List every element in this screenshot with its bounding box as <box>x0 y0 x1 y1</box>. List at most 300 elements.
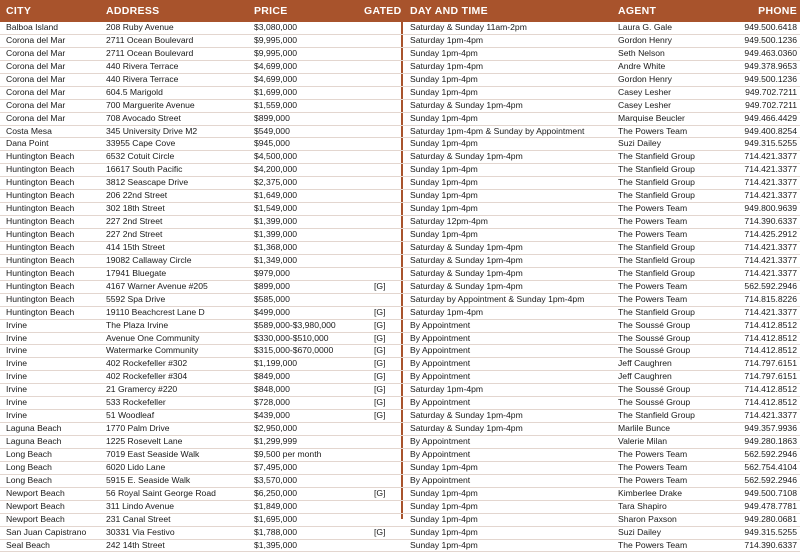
cell-city: Huntington Beach <box>6 203 74 215</box>
table-row <box>0 268 800 281</box>
cell-address: 19082 Callaway Circle <box>106 255 192 267</box>
cell-agent: The Powers Team <box>618 475 687 487</box>
table-row <box>0 22 800 35</box>
cell-day-time: Saturday 1pm-4pm <box>410 61 483 73</box>
cell-agent: Kimberlee Drake <box>618 488 682 500</box>
cell-phone: 714.425.2912 <box>744 229 797 241</box>
cell-phone: 949.500.1236 <box>744 74 797 86</box>
cell-price: $1,299,999 <box>254 436 297 448</box>
cell-gated: [G] <box>374 333 385 345</box>
cell-address: 242 14th Street <box>106 540 165 552</box>
cell-price: $1,199,000 <box>254 358 297 370</box>
cell-city: Irvine <box>6 397 27 409</box>
table-row <box>0 540 800 552</box>
cell-phone: 714.797.6151 <box>744 358 797 370</box>
cell-price: $2,950,000 <box>254 423 297 435</box>
cell-day-time: Saturday & Sunday 1pm-4pm <box>410 242 523 254</box>
cell-address: Watermarke Community <box>106 345 198 357</box>
cell-day-time: Sunday 1pm-4pm <box>410 527 478 539</box>
cell-day-time: Saturday & Sunday 1pm-4pm <box>410 268 523 280</box>
cell-day-time: Sunday 1pm-4pm <box>410 177 478 189</box>
cell-phone: 949.400.8254 <box>744 126 797 138</box>
cell-city: Irvine <box>6 371 27 383</box>
table-row <box>0 436 800 449</box>
cell-price: $1,399,000 <box>254 216 297 228</box>
cell-day-time: By Appointment <box>410 436 470 448</box>
cell-price: $585,000 <box>254 294 290 306</box>
cell-city: Corona del Mar <box>6 61 65 73</box>
cell-day-time: By Appointment <box>410 371 470 383</box>
cell-day-time: Sunday 1pm-4pm <box>410 48 478 60</box>
cell-agent: Jeff Caughren <box>618 358 672 370</box>
cell-city: Huntington Beach <box>6 164 74 176</box>
cell-city: Huntington Beach <box>6 190 74 202</box>
cell-price: $1,695,000 <box>254 514 297 526</box>
cell-price: $1,349,000 <box>254 255 297 267</box>
table-row <box>0 281 800 294</box>
cell-agent: Seth Nelson <box>618 48 665 60</box>
header-day-time: DAY AND TIME <box>410 5 488 17</box>
cell-agent: The Stanfield Group <box>618 307 695 319</box>
cell-phone: 714.421.3377 <box>744 410 797 422</box>
cell-phone: 949.500.7108 <box>744 488 797 500</box>
cell-address: 5915 E. Seaside Walk <box>106 475 190 487</box>
cell-price: $4,200,000 <box>254 164 297 176</box>
cell-city: Seal Beach <box>6 540 50 552</box>
cell-city: Laguna Beach <box>6 436 61 448</box>
cell-price: $7,495,000 <box>254 462 297 474</box>
cell-gated: [G] <box>374 358 385 370</box>
cell-price: $899,000 <box>254 113 290 125</box>
cell-phone: 949.280.1863 <box>744 436 797 448</box>
table-row <box>0 333 800 346</box>
cell-city: Huntington Beach <box>6 255 74 267</box>
cell-agent: The Soussé Group <box>618 333 690 345</box>
cell-day-time: Saturday 1pm-4pm <box>410 384 483 396</box>
cell-city: Huntington Beach <box>6 151 74 163</box>
cell-city: Huntington Beach <box>6 229 74 241</box>
cell-phone: 949.315.5255 <box>744 138 797 150</box>
cell-city: Huntington Beach <box>6 242 74 254</box>
cell-city: San Juan Capistrano <box>6 527 86 539</box>
cell-address: The Plaza Irvine <box>106 320 168 332</box>
table-row <box>0 449 800 462</box>
cell-address: 56 Royal Saint George Road <box>106 488 216 500</box>
cell-agent: Casey Lesher <box>618 100 671 112</box>
cell-phone: 714.421.3377 <box>744 242 797 254</box>
cell-phone: 949.378.9653 <box>744 61 797 73</box>
cell-phone: 714.412.8512 <box>744 384 797 396</box>
cell-agent: Gordon Henry <box>618 74 672 86</box>
cell-price: $848,000 <box>254 384 290 396</box>
cell-agent: The Stanfield Group <box>618 255 695 267</box>
cell-day-time: By Appointment <box>410 397 470 409</box>
cell-address: 700 Marguerite Avenue <box>106 100 195 112</box>
cell-agent: The Stanfield Group <box>618 190 695 202</box>
cell-gated: [G] <box>374 384 385 396</box>
cell-phone: 562.592.2946 <box>744 281 797 293</box>
cell-phone: 714.815.8226 <box>744 294 797 306</box>
table-row <box>0 87 800 100</box>
cell-agent: Marquise Beucler <box>618 113 685 125</box>
cell-day-time: Sunday 1pm-4pm <box>410 462 478 474</box>
table-row <box>0 164 800 177</box>
cell-address: 3812 Seascape Drive <box>106 177 188 189</box>
cell-address: 6020 Lido Lane <box>106 462 165 474</box>
cell-price: $9,995,000 <box>254 48 297 60</box>
cell-city: Huntington Beach <box>6 307 74 319</box>
cell-agent: The Soussé Group <box>618 320 690 332</box>
cell-gated: [G] <box>374 371 385 383</box>
cell-city: Irvine <box>6 333 27 345</box>
cell-city: Corona del Mar <box>6 48 65 60</box>
cell-phone: 949.315.5255 <box>744 527 797 539</box>
cell-gated: [G] <box>374 281 385 293</box>
cell-day-time: By Appointment <box>410 449 470 461</box>
cell-day-time: Saturday & Sunday 1pm-4pm <box>410 151 523 163</box>
listings-table-body <box>0 22 800 552</box>
table-row <box>0 397 800 410</box>
cell-gated: [G] <box>374 397 385 409</box>
cell-phone: 949.357.9936 <box>744 423 797 435</box>
cell-agent: Tara Shapiro <box>618 501 667 513</box>
cell-price: $330,000-$510,000 <box>254 333 329 345</box>
cell-city: Corona del Mar <box>6 100 65 112</box>
cell-day-time: Saturday & Sunday 1pm-4pm <box>410 255 523 267</box>
cell-price: $728,000 <box>254 397 290 409</box>
cell-address: 7019 East Seaside Walk <box>106 449 199 461</box>
cell-agent: The Powers Team <box>618 449 687 461</box>
cell-agent: Marlile Bunce <box>618 423 670 435</box>
table-row <box>0 488 800 501</box>
cell-city: Long Beach <box>6 449 52 461</box>
table-row <box>0 358 800 371</box>
table-row <box>0 48 800 61</box>
table-row <box>0 216 800 229</box>
cell-address: 708 Avocado Street <box>106 113 181 125</box>
cell-agent: The Powers Team <box>618 126 687 138</box>
cell-agent: The Soussé Group <box>618 397 690 409</box>
cell-agent: Gordon Henry <box>618 35 672 47</box>
cell-price: $1,699,000 <box>254 87 297 99</box>
cell-day-time: Saturday 1pm-4pm & Sunday by Appointment <box>410 126 584 138</box>
cell-day-time: Saturday 12pm-4pm <box>410 216 488 228</box>
cell-address: 533 Rockefeller <box>106 397 166 409</box>
cell-agent: Valerie Milan <box>618 436 667 448</box>
cell-price: $1,559,000 <box>254 100 297 112</box>
cell-day-time: By Appointment <box>410 475 470 487</box>
cell-city: Newport Beach <box>6 501 65 513</box>
cell-address: 51 Woodleaf <box>106 410 154 422</box>
cell-agent: The Stanfield Group <box>618 242 695 254</box>
cell-price: $1,399,000 <box>254 229 297 241</box>
table-header <box>0 0 800 22</box>
cell-day-time: Sunday 1pm-4pm <box>410 190 478 202</box>
cell-phone: 714.421.3377 <box>744 151 797 163</box>
cell-city: Irvine <box>6 345 27 357</box>
cell-phone: 714.412.8512 <box>744 397 797 409</box>
cell-price: $979,000 <box>254 268 290 280</box>
cell-price: $3,080,000 <box>254 22 297 34</box>
cell-price: $439,000 <box>254 410 290 422</box>
cell-city: Irvine <box>6 384 27 396</box>
cell-city: Irvine <box>6 320 27 332</box>
cell-price: $549,000 <box>254 126 290 138</box>
table-row <box>0 229 800 242</box>
cell-day-time: Sunday 1pm-4pm <box>410 138 478 150</box>
cell-address: 402 Rockefeller #304 <box>106 371 187 383</box>
cell-day-time: By Appointment <box>410 358 470 370</box>
cell-phone: 714.412.8512 <box>744 320 797 332</box>
cell-address: 6532 Cotuit Circle <box>106 151 174 163</box>
cell-city: Dana Point <box>6 138 49 150</box>
cell-address: Avenue One Community <box>106 333 199 345</box>
cell-agent: The Powers Team <box>618 540 687 552</box>
header-gated: GATED <box>364 5 401 17</box>
cell-price: $499,000 <box>254 307 290 319</box>
cell-address: 302 18th Street <box>106 203 165 215</box>
cell-phone: 949.702.7211 <box>745 87 797 99</box>
cell-phone: 949.463.0360 <box>744 48 797 60</box>
cell-address: 33955 Cape Cove <box>106 138 175 150</box>
cell-address: 16617 South Pacific <box>106 164 182 176</box>
cell-price: $4,699,000 <box>254 74 297 86</box>
table-row <box>0 61 800 74</box>
cell-day-time: Sunday 1pm-4pm <box>410 501 478 513</box>
table-row <box>0 35 800 48</box>
cell-price: $1,395,000 <box>254 540 297 552</box>
cell-day-time: Saturday 1pm-4pm <box>410 307 483 319</box>
cell-address: 402 Rockefeller #302 <box>106 358 187 370</box>
cell-city: Corona del Mar <box>6 87 65 99</box>
cell-city: Huntington Beach <box>6 268 74 280</box>
cell-agent: The Powers Team <box>618 203 687 215</box>
cell-day-time: Saturday & Sunday 1pm-4pm <box>410 410 523 422</box>
cell-agent: The Soussé Group <box>618 384 690 396</box>
cell-day-time: Sunday 1pm-4pm <box>410 203 478 215</box>
cell-city: Corona del Mar <box>6 74 65 86</box>
table-row <box>0 462 800 475</box>
table-row <box>0 371 800 384</box>
cell-agent: Suzi Dailey <box>618 527 661 539</box>
cell-city: Huntington Beach <box>6 281 74 293</box>
cell-city: Laguna Beach <box>6 423 61 435</box>
cell-address: 4167 Warner Avenue #205 <box>106 281 208 293</box>
cell-city: Irvine <box>6 410 27 422</box>
cell-price: $899,000 <box>254 281 290 293</box>
cell-day-time: By Appointment <box>410 320 470 332</box>
cell-city: Long Beach <box>6 475 52 487</box>
cell-day-time: By Appointment <box>410 333 470 345</box>
cell-day-time: Saturday & Sunday 1pm-4pm <box>410 423 523 435</box>
cell-agent: The Powers Team <box>618 281 687 293</box>
cell-day-time: Sunday 1pm-4pm <box>410 229 478 241</box>
cell-agent: Jeff Caughren <box>618 371 672 383</box>
table-row <box>0 190 800 203</box>
cell-day-time: Sunday 1pm-4pm <box>410 488 478 500</box>
table-row <box>0 501 800 514</box>
cell-agent: The Stanfield Group <box>618 410 695 422</box>
cell-city: Huntington Beach <box>6 294 74 306</box>
cell-phone: 714.421.3377 <box>744 255 797 267</box>
cell-phone: 562.592.2946 <box>744 475 797 487</box>
header-agent: AGENT <box>618 5 656 17</box>
cell-price: $1,788,000 <box>254 527 297 539</box>
cell-phone: 714.421.3377 <box>744 177 797 189</box>
cell-day-time: Saturday & Sunday 1pm-4pm <box>410 281 523 293</box>
cell-phone: 562.754.4104 <box>744 462 797 474</box>
cell-agent: The Powers Team <box>618 294 687 306</box>
header-address: ADDRESS <box>106 5 159 17</box>
table-row <box>0 320 800 333</box>
table-row <box>0 151 800 164</box>
cell-gated: [G] <box>374 345 385 357</box>
cell-address: 2711 Ocean Boulevard <box>106 35 193 47</box>
table-row <box>0 475 800 488</box>
cell-price: $6,250,000 <box>254 488 297 500</box>
table-row <box>0 423 800 436</box>
cell-price: $1,368,000 <box>254 242 297 254</box>
table-row <box>0 74 800 87</box>
cell-city: Corona del Mar <box>6 35 65 47</box>
table-row <box>0 294 800 307</box>
cell-price: $2,375,000 <box>254 177 297 189</box>
cell-phone: 949.466.4429 <box>744 113 797 125</box>
cell-phone: 949.500.1236 <box>744 35 797 47</box>
cell-price: $4,699,000 <box>254 61 297 73</box>
table-row <box>0 177 800 190</box>
cell-address: 231 Canal Street <box>106 514 171 526</box>
cell-gated: [G] <box>374 410 385 422</box>
table-row <box>0 242 800 255</box>
cell-agent: The Stanfield Group <box>618 151 695 163</box>
table-row <box>0 384 800 397</box>
cell-phone: 714.421.3377 <box>744 268 797 280</box>
cell-agent: Suzi Dailey <box>618 138 661 150</box>
cell-address: 21 Gramercy #220 <box>106 384 177 396</box>
cell-phone: 949.500.6418 <box>744 22 797 34</box>
header-price: PRICE <box>254 5 288 17</box>
cell-agent: The Powers Team <box>618 229 687 241</box>
cell-agent: The Powers Team <box>618 462 687 474</box>
header-phone: PHONE <box>758 5 797 17</box>
cell-city: Huntington Beach <box>6 216 74 228</box>
cell-price: $9,995,000 <box>254 35 297 47</box>
cell-day-time: Sunday 1pm-4pm <box>410 87 478 99</box>
cell-city: Irvine <box>6 358 27 370</box>
cell-address: 604.5 Marigold <box>106 87 163 99</box>
cell-phone: 714.797.6151 <box>744 371 797 383</box>
cell-address: 345 University Drive M2 <box>106 126 197 138</box>
cell-agent: The Soussé Group <box>618 345 690 357</box>
cell-day-time: Saturday by Appointment & Sunday 1pm-4pm <box>410 294 584 306</box>
cell-agent: Casey Lesher <box>618 87 671 99</box>
cell-price: $945,000 <box>254 138 290 150</box>
cell-price: $4,500,000 <box>254 151 297 163</box>
cell-gated: [G] <box>374 527 385 539</box>
cell-address: 208 Ruby Avenue <box>106 22 174 34</box>
table-row <box>0 255 800 268</box>
cell-address: 5592 Spa Drive <box>106 294 165 306</box>
cell-day-time: Saturday & Sunday 11am-2pm <box>410 22 527 34</box>
cell-agent: The Powers Team <box>618 216 687 228</box>
cell-phone: 714.421.3377 <box>744 307 797 319</box>
cell-address: 17941 Bluegate <box>106 268 166 280</box>
cell-city: Costa Mesa <box>6 126 52 138</box>
cell-city: Newport Beach <box>6 488 65 500</box>
cell-phone: 949.478.7781 <box>744 501 797 513</box>
table-row <box>0 126 800 139</box>
cell-address: 227 2nd Street <box>106 229 162 241</box>
cell-price: $1,549,000 <box>254 203 297 215</box>
table-row <box>0 113 800 126</box>
cell-phone: 949.800.9639 <box>744 203 797 215</box>
cell-city: Long Beach <box>6 462 52 474</box>
cell-address: 440 Rivera Terrace <box>106 74 178 86</box>
cell-price: $849,000 <box>254 371 290 383</box>
cell-day-time: Saturday & Sunday 1pm-4pm <box>410 100 523 112</box>
cell-gated: [G] <box>374 307 385 319</box>
cell-city: Huntington Beach <box>6 177 74 189</box>
cell-agent: Sharon Paxson <box>618 514 677 526</box>
table-row <box>0 138 800 151</box>
table-row <box>0 307 800 320</box>
cell-price: $315,000-$670,0000 <box>254 345 333 357</box>
cell-day-time: Sunday 1pm-4pm <box>410 74 478 86</box>
cell-phone: 714.412.8512 <box>744 345 797 357</box>
cell-phone: 949.280.0681 <box>744 514 797 526</box>
cell-address: 440 Rivera Terrace <box>106 61 178 73</box>
table-row <box>0 203 800 216</box>
cell-city: Newport Beach <box>6 514 65 526</box>
cell-city: Corona del Mar <box>6 113 65 125</box>
cell-address: 1225 Rosevelt Lane <box>106 436 182 448</box>
cell-address: 2711 Ocean Boulevard <box>106 48 193 60</box>
cell-day-time: By Appointment <box>410 345 470 357</box>
cell-gated: [G] <box>374 320 385 332</box>
cell-phone: 714.421.3377 <box>744 190 797 202</box>
cell-price: $589,000-$3,980,000 <box>254 320 336 332</box>
table-row <box>0 514 800 527</box>
table-row <box>0 527 800 540</box>
cell-phone: 714.412.8512 <box>744 333 797 345</box>
cell-price: $9,500 per month <box>254 449 321 461</box>
cell-agent: The Stanfield Group <box>618 164 695 176</box>
cell-address: 1770 Palm Drive <box>106 423 170 435</box>
cell-address: 227 2nd Street <box>106 216 162 228</box>
cell-phone: 949.702.7211 <box>745 100 797 112</box>
header-city: CITY <box>6 5 31 17</box>
cell-price: $3,570,000 <box>254 475 297 487</box>
cell-agent: Andre White <box>618 61 665 73</box>
table-row <box>0 100 800 113</box>
cell-address: 30331 Via Festivo <box>106 527 175 539</box>
cell-phone: 562.592.2946 <box>744 449 797 461</box>
cell-phone: 714.390.6337 <box>744 216 797 228</box>
table-row <box>0 345 800 358</box>
cell-day-time: Sunday 1pm-4pm <box>410 540 478 552</box>
cell-address: 206 22nd Street <box>106 190 167 202</box>
cell-price: $1,649,000 <box>254 190 297 202</box>
cell-agent: Laura G. Gale <box>618 22 672 34</box>
cell-city: Balboa Island <box>6 22 58 34</box>
cell-day-time: Sunday 1pm-4pm <box>410 514 478 526</box>
cell-day-time: Sunday 1pm-4pm <box>410 164 478 176</box>
cell-price: $1,849,000 <box>254 501 297 513</box>
table-row <box>0 410 800 423</box>
cell-day-time: Saturday 1pm-4pm <box>410 35 483 47</box>
cell-phone: 714.390.6337 <box>744 540 797 552</box>
